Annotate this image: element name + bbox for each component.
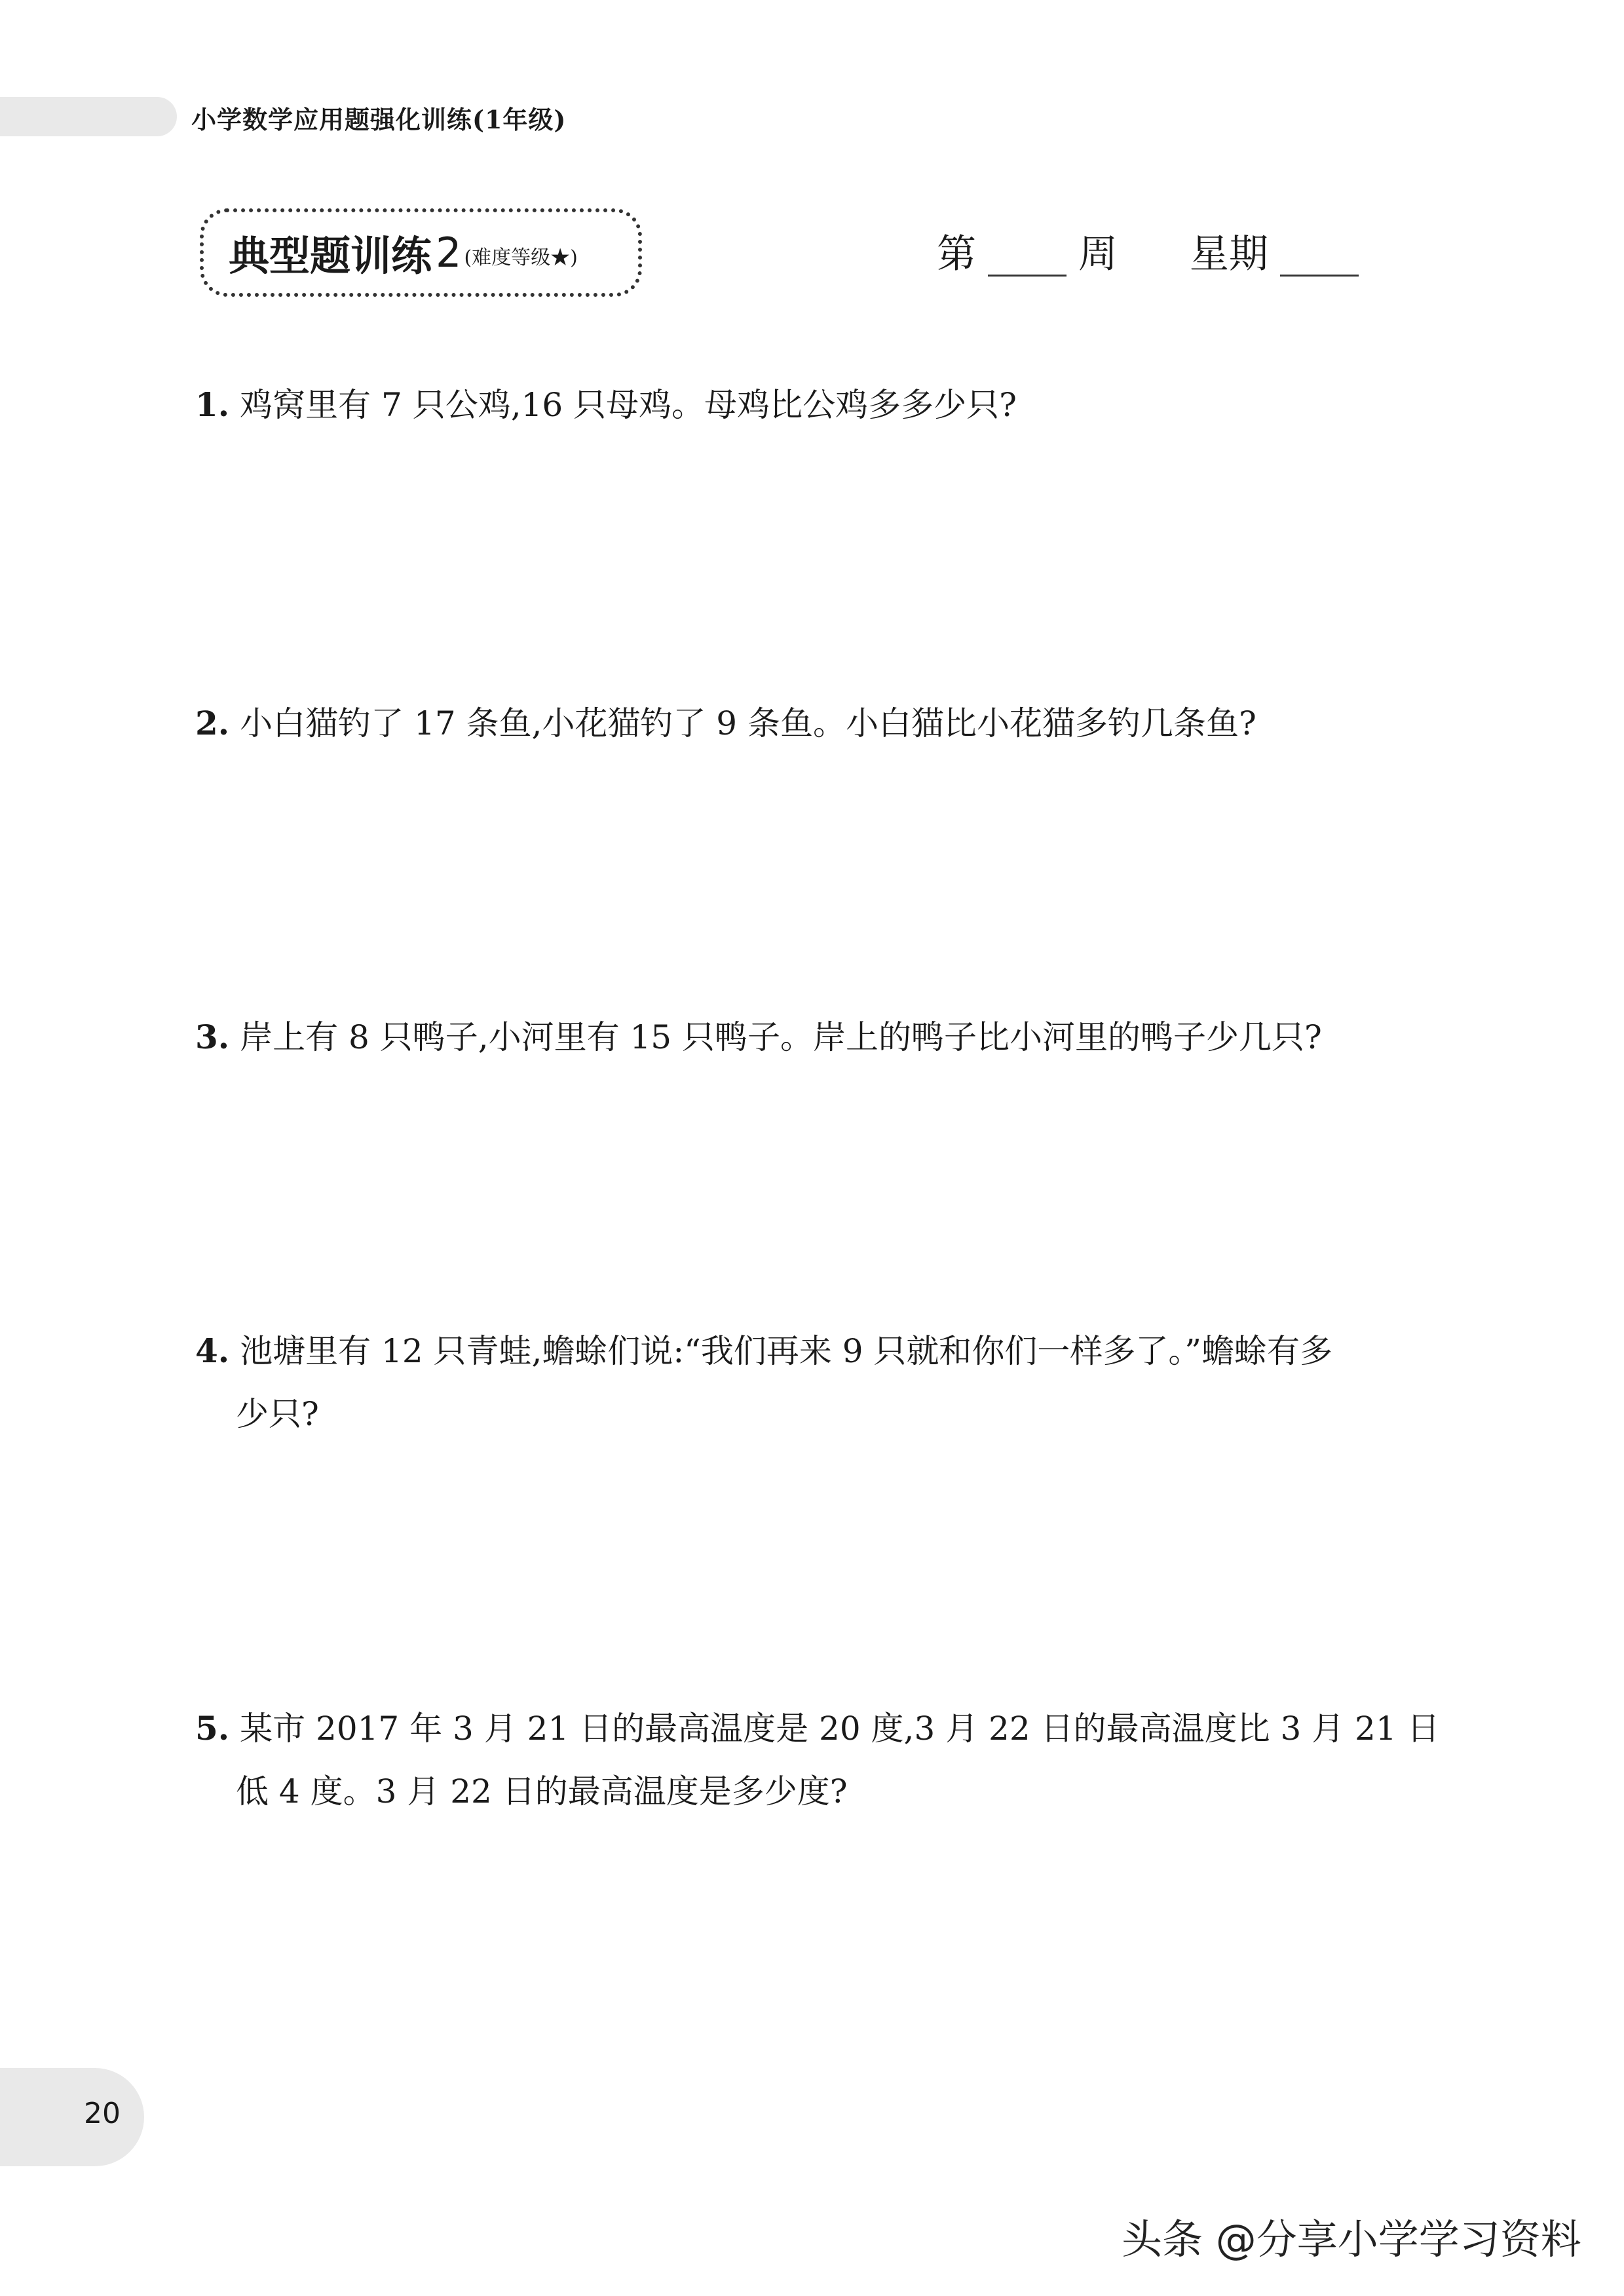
question-number: 3. bbox=[195, 1018, 230, 1056]
question-text-continued: 少只? bbox=[236, 1395, 319, 1433]
question-3 bbox=[195, 1006, 1460, 1069]
running-head: 小学数学应用题强化训练(1年级) bbox=[191, 105, 567, 134]
difficulty-level: (难度等级★) bbox=[464, 246, 578, 269]
week-suffix: 周 bbox=[1078, 231, 1118, 277]
question-number: 1. bbox=[195, 385, 230, 424]
question-text: 小白猫钓了 17 条鱼,小花猫钓了 9 条鱼。小白猫比小花猫多钓几条鱼? bbox=[240, 704, 1256, 742]
date-fields bbox=[937, 223, 1370, 279]
page-number-tab bbox=[0, 2068, 144, 2166]
section-title-box bbox=[200, 208, 642, 297]
question-number: 2. bbox=[195, 704, 230, 742]
question-text: 鸡窝里有 7 只公鸡,16 只母鸡。母鸡比公鸡多多少只? bbox=[240, 386, 1017, 424]
week-prefix: 第 bbox=[937, 231, 976, 277]
question-5 bbox=[195, 1697, 1460, 1823]
question-text: 岸上有 8 只鸭子,小河里有 15 只鸭子。岸上的鸭子比小河里的鸭子少几只? bbox=[240, 1018, 1322, 1056]
question-2 bbox=[195, 692, 1460, 755]
week-blank bbox=[988, 235, 1067, 277]
section-number: 2 bbox=[436, 229, 462, 277]
page-number: 20 bbox=[84, 2097, 121, 2130]
question-number: 5. bbox=[195, 1709, 230, 1748]
question-1 bbox=[195, 373, 1460, 436]
question-text: 池塘里有 12 只青蛙,蟾蜍们说:“我们再来 9 只就和你们一样多了。”蟾蜍有多 bbox=[240, 1332, 1332, 1370]
question-4 bbox=[195, 1320, 1460, 1445]
watermark: 头条 @分享小学学习资料 bbox=[1122, 2215, 1581, 2263]
question-text: 某市 2017 年 3 月 21 日的最高温度是 20 度,3 月 22 日的最高温度比 3 月 21 日 bbox=[240, 1710, 1440, 1748]
header-band bbox=[0, 97, 177, 136]
section-title: 典型题训练 bbox=[229, 232, 432, 280]
question-number: 4. bbox=[195, 1331, 230, 1370]
question-text-continued: 低 4 度。3 月 22 日的最高温度是多少度? bbox=[236, 1772, 848, 1810]
weekday-label: 星期 bbox=[1190, 231, 1268, 277]
weekday-blank bbox=[1280, 235, 1359, 277]
